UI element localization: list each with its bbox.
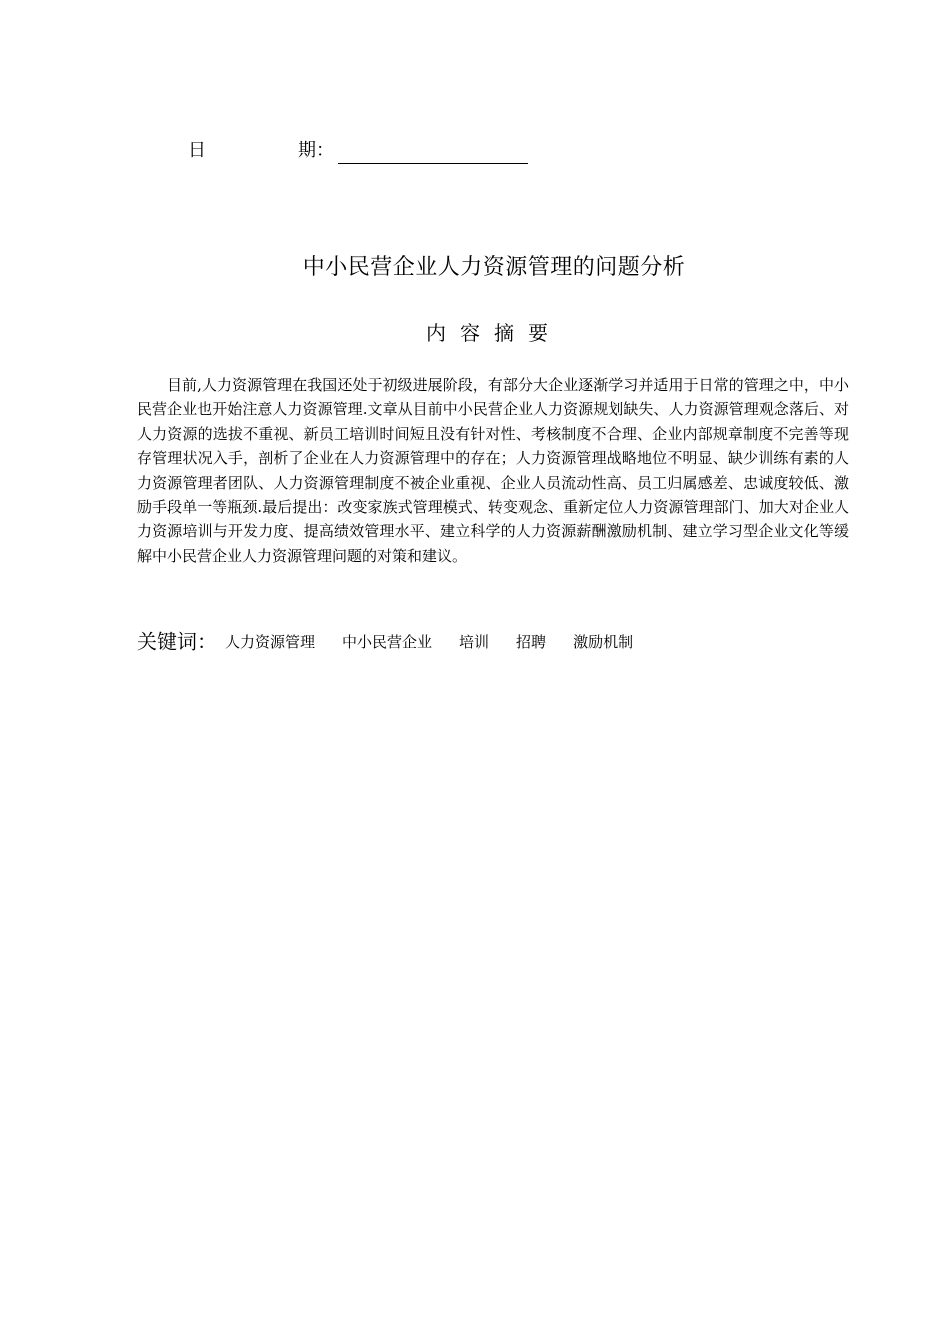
date-label-char-2: 期： <box>298 140 334 161</box>
keyword-item: 招聘 <box>516 632 547 651</box>
abstract-heading: 内容摘要 <box>426 321 562 345</box>
keyword-item: 培训 <box>459 632 490 651</box>
keyword-item: 人力资源管理 <box>225 632 316 651</box>
date-row <box>188 138 528 164</box>
document-title: 中小民营企业人力资源管理的问题分析 <box>302 255 686 280</box>
keywords-row <box>137 626 633 657</box>
keyword-item: 激励机制 <box>573 632 634 651</box>
keyword-item: 中小民营企业 <box>342 632 433 651</box>
abstract-body: 目前,人力资源管理在我国还处于初级进展阶段，有部分大企业逐渐学习并适用于日常的管理之中，中小民营企业也开始注意人力资源管理.文章从目前中小民营企业人力资源规划缺失、人力资源管理观念落后、对人力资源的选拔不重视、新员工培训时间短且没有针对性、考核制度不合理、企业内部规章制度不完善等现存管理状况入手，剖析了企业在人力资源管理中的存在；人力资源管理战略地位不明显、缺少训练有素的人力资源管理者团队、人力资源管理制度不被企业重视、企业人员流动性高、员工归属感差、忠诚度较低、激励手段单一等瓶颈.最后提出：改变家族式管理模式、转变观念、重新定位人力资源管理部门、加大对企业人力资源培训与开发力度、提高绩效管理水平、建立科学的人力资源薪酬激励机制、建立学习型企业文化等缓解中小民营企业人力资源管理问题的对策和建议。 <box>137 376 849 565</box>
date-label-char-1: 日 <box>188 140 206 161</box>
date-blank-line <box>338 145 528 164</box>
keywords-label: 关键词： <box>137 629 217 654</box>
